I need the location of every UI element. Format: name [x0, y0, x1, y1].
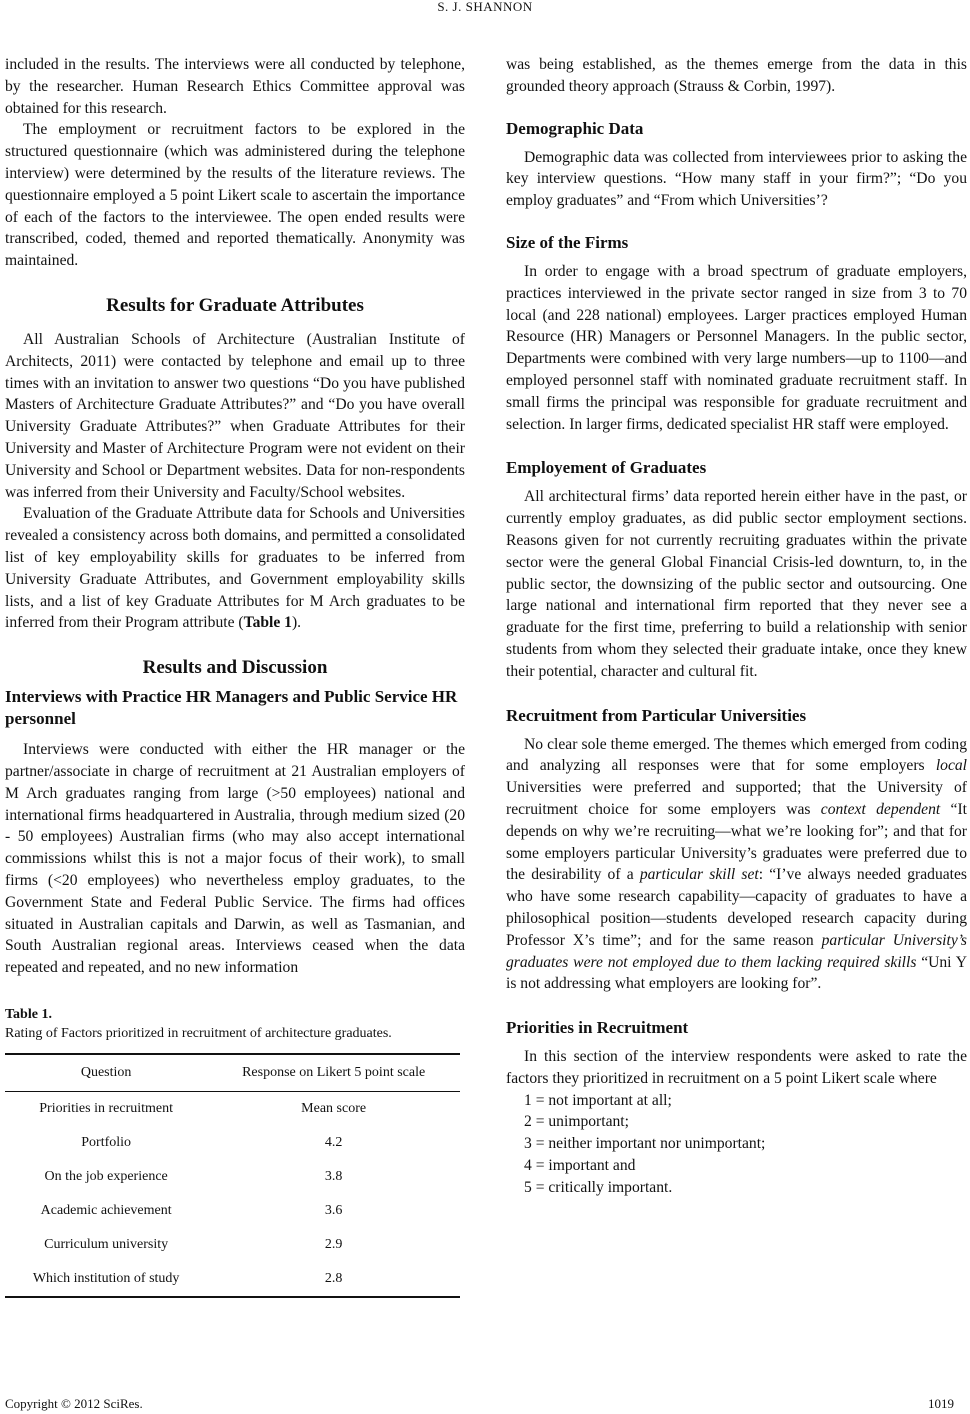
footer-page-number: 1019 [928, 1396, 954, 1411]
table-cell-response: Mean score [301, 1100, 367, 1116]
scale-item: 2 = unimportant; [524, 1113, 629, 1131]
heading-size-of-firms: Size of the Firms [506, 232, 629, 252]
employment-paragraph: All architectural firms’ data reported herein either have in the past, or currently employ graduates, as did public sector employment sections. Reasons given for not currently recruiting graduates within the private sector were the general Global Financial Crisis-led downturn, to, in the public sector, the downsizing of the public sector and outsourcing. One large national and international firm reported that they never see a graduate for the first time, preferring to build a relationship with senior students from whom they selected their graduate intake, once they knew their potential, character and cultural fit. [506, 488, 967, 680]
recruitment-paragraph: No clear sole theme emerged. The themes which emerged from coding and analyzing all responses were that for some employers local Universities were preferred and supported; that the University of recruitment choice for some employers was context dependent “It depends on why we’re recruiting—what we’re looking for”; and that for some employers particular University’s graduates were preferred due to the desirability of a particular skill set: “I’ve always needed graduates who have some research capability—capacity of graduates to have a philosophical position—students developed research capacity during Professor X’s time”; and for the same reason particular University’s graduates were not employed due to them lacking required skills “Uni Y is not addressing what employers are looking for”. [506, 735, 967, 993]
scale-item: 3 = neither important nor unimportant; [524, 1135, 766, 1153]
priorities-paragraph: In this section of the interview respondents were asked to rate the factors they prioritized in recruitment on a 5 point Likert scale where [506, 1048, 967, 1087]
size-paragraph: In order to engage with a broad spectrum of graduate employers, practices interviewed in the private sector ranged in size from 3 to 70 local (and 228 national) employees. Larger practices employed Human Resource (HR) Managers or Personnel Managers. In the public sector, Departments were combined with very large numbers—up to 1100—and employed personnel staff with nominated graduate recruitment staff. In small firms the principal was responsible for graduate recruitment and selection. In larger firms, dedicated specialist HR staff were employed. [506, 262, 967, 433]
table-header-response: Response on Likert 5 point scale [207, 1054, 460, 1092]
table-cell-question: Curriculum university [44, 1236, 169, 1252]
scale-item: 4 = important and [524, 1157, 636, 1175]
table-1-reference: Table 1 [243, 614, 292, 632]
left-paragraph-2: The employment or recruitment factors to be explored in the structured questionnaire (which was administered during the telephone interview) were determined by the results of the literature reviews. The questionnaire employed a 5 point Likert scale to ascertain the importance of each of the factors to the interviewee. The open ended results were transcribed, coded, themed and reported thematically. Anonymity was maintained. [5, 121, 465, 270]
table-row [5, 1160, 460, 1194]
table-row [5, 1194, 460, 1228]
table-caption: Rating of Factors prioritized in recruitment of architecture graduates. [5, 1025, 392, 1041]
footer-copyright: Copyright © 2012 SciRes. [5, 1396, 143, 1411]
right-paragraph-1: was being established, as the themes emerge from the data in this grounded theory approach (Strauss & Corbin, 1997). [506, 56, 967, 95]
heading-demographic-data: Demographic Data [506, 118, 644, 138]
heading-results-discussion: Results and Discussion [142, 657, 328, 679]
heading-priorities-recruitment: Priorities in Recruitment [506, 1018, 689, 1038]
right-column [506, 54, 967, 1199]
demographic-paragraph: Demographic data was collected from interviewees prior to asking the key interview questions. “How many staff in your firm?”; “Do you employ graduates” and “From which Universities’? [506, 148, 967, 210]
table-cell-response: 4.2 [324, 1134, 343, 1150]
table-row [5, 1091, 460, 1126]
table-row [5, 1228, 460, 1262]
scale-item: 5 = critically important. [524, 1178, 673, 1196]
table-cell-question: On the job experience [44, 1168, 168, 1184]
table-cell-question: Priorities in recruitment [39, 1100, 174, 1116]
left-paragraph-1: included in the results. The interviews were all conducted by telephone, by the researcher. Human Research Ethics Committee approval was obtained for this research. [5, 56, 465, 117]
table-row [5, 1126, 460, 1160]
heading-employment-of-graduates: Employement of Graduates [506, 458, 707, 478]
table-cell-question: Academic achievement [40, 1202, 172, 1218]
table-header-question: Question [5, 1054, 207, 1092]
table-row [5, 1262, 460, 1297]
table-cell-response: 2.8 [207, 1262, 460, 1297]
table-cell-response: 2.9 [324, 1236, 343, 1252]
heading-interviews: Interviews with Practice HR Managers and Public Service HR personnel [5, 687, 458, 729]
left-paragraph-5: Interviews were conducted with either the HR manager or the partner/associate in charge of recruitment at 21 Australian employers of M Arch graduates ranging from large (>50 employees) national and international firms headquartered in Australia, through medium sized (20 - 50 employees) Australian firms (who may also accept international commissions whilst this is not a major focus of their work), to small firms (<20 employees) who nevertheless employ graduates, to the Government State and Federal Public Service. The firms had offices situated in Australian capitals and Darwin, as well as Tasmanian, and South Australian regional areas. Interviews ceased when the data repeated and repeated, and no new information [5, 741, 465, 977]
table-header-row [5, 1054, 460, 1092]
left-paragraph-3: All Australian Schools of Architecture (Australian Institute of Architects, 2011) were contacted by telephone and email up to three times with an invitation to answer two questions “Do you have published Masters of Architecture Graduate Attributes?” and “Do you have overall University Graduate Attributes?” when Graduate Attributes for their University and Master of Architecture Program were not evident on their University and School or Department websites. Data for non-respondents was inferred from their University and Faculty/School websites. [5, 330, 465, 501]
likert-rating-table [5, 1053, 460, 1298]
table-label: Table 1. [5, 1006, 52, 1022]
heading-recruitment-universities: Recruitment from Particular Universities [506, 705, 807, 725]
table-cell-response: 3.6 [324, 1202, 343, 1218]
table-cell-question: Portfolio [81, 1134, 132, 1150]
table-cell-question: Which institution of study [5, 1262, 207, 1297]
table-cell-response: 3.8 [324, 1168, 343, 1184]
running-head: S. J. SHANNON [437, 0, 533, 14]
left-column [5, 54, 465, 1298]
table-1-block [5, 1005, 465, 1298]
left-paragraph-4: Evaluation of the Graduate Attribute data for Schools and Universities revealed a consistency across both domains, and permitted a consolidated list of key employability skills for graduates to be inferred from University Graduate Attributes, and Government employability skills lists, and a list of key Graduate Attributes for M Arch graduates to be inferred from their Program attribute (Table 1). [5, 505, 465, 632]
scale-item: 1 = not important at all; [524, 1091, 672, 1109]
heading-results-graduate-attributes: Results for Graduate Attributes [106, 294, 364, 316]
